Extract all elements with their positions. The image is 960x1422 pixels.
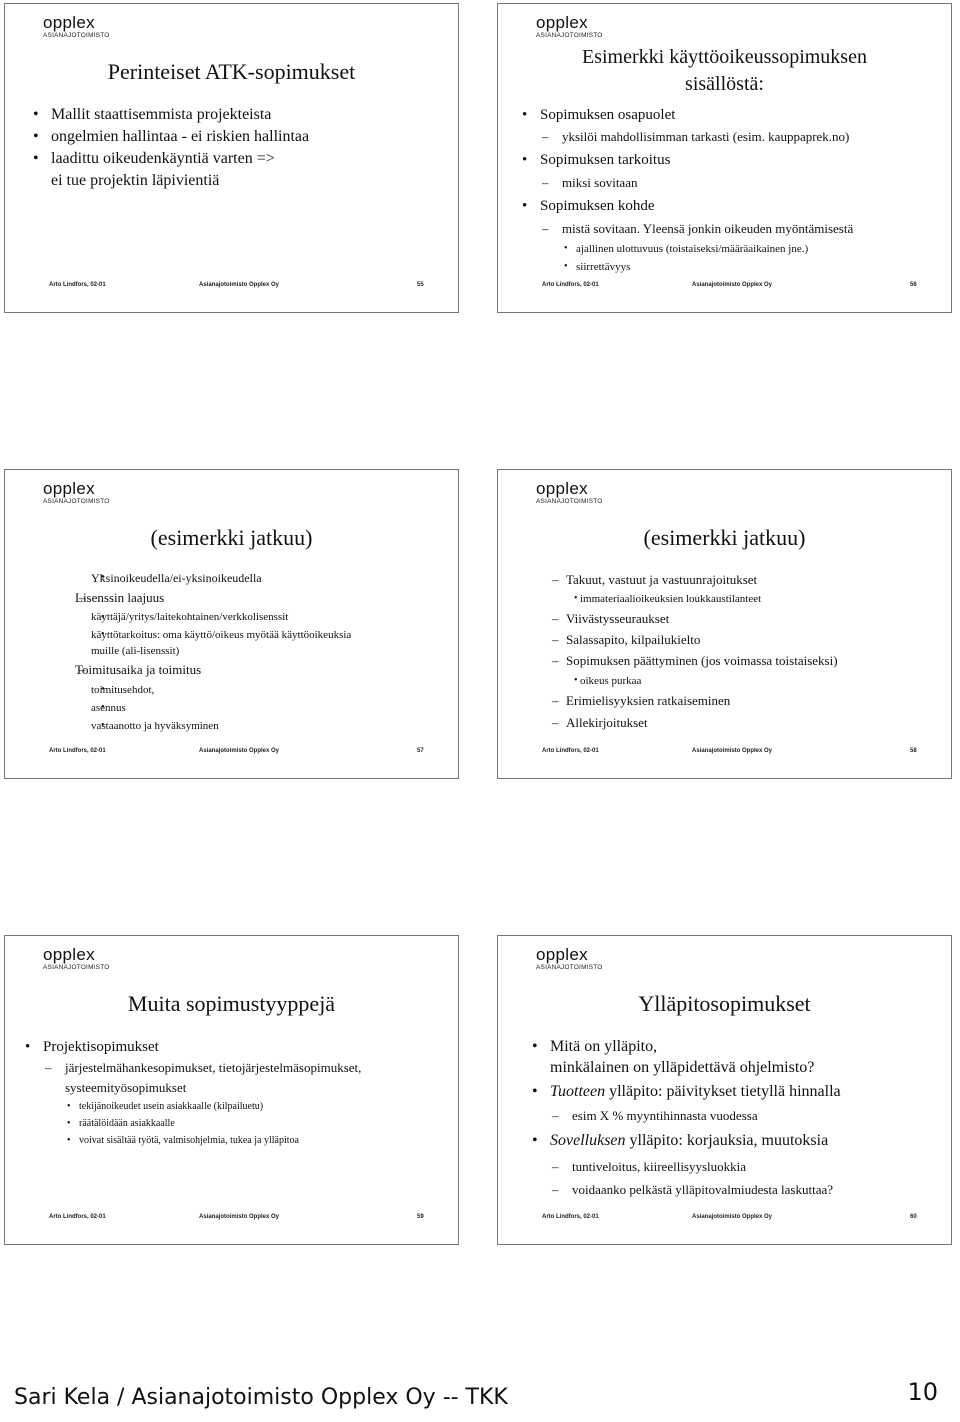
sub-sub-item: • räätälöidään asiakkaalle	[21, 1115, 446, 1132]
slide-number: 60	[910, 1214, 917, 1220]
sub-sub-item: • oikeus purkaa	[528, 672, 939, 690]
logo-text: opplex	[536, 945, 588, 964]
footer-author: Arto Lindfors, 02-01	[49, 1214, 106, 1220]
footer-author: Arto Lindfors, 02-01	[49, 282, 106, 288]
slide-footer	[498, 282, 951, 294]
bullet-text: ylläpito: päivitykset tietyllä hinnalla	[605, 1083, 841, 1100]
sub-item: – mistä sovitaan. Yleensä jonkin oikeuden myöntämisestä	[518, 218, 939, 240]
bullet-item: • Projektisopimukset	[21, 1036, 446, 1058]
bullet-item	[528, 1127, 939, 1155]
logo-tagline: ASIANAJOTOIMISTO	[536, 498, 603, 505]
slide-56	[497, 3, 952, 313]
brand-logo	[43, 946, 110, 972]
slide-title: Ylläpitosopimukset	[638, 991, 811, 1016]
slide-title: (esimerkki jatkuu)	[643, 525, 806, 550]
slide-title-line: sisällöstä:	[685, 73, 764, 95]
slide-body	[528, 1036, 939, 1201]
logo-tagline: ASIANAJOTOIMISTO	[536, 964, 603, 971]
slide-footer	[5, 1214, 458, 1226]
bullet-item: • Mallit staattisemmista projekteista	[29, 104, 446, 126]
slide-title: Muita sopimustyyppejä	[127, 991, 336, 1016]
slide-number: 57	[417, 748, 424, 754]
slide-body	[29, 104, 446, 192]
sub-sub-item: • vastaanotto ja hyväksyminen	[55, 717, 446, 735]
footer-company: Asianajotoimisto Opplex Oy	[199, 1214, 280, 1220]
logo-text: opplex	[43, 13, 95, 32]
sub-sub-item: • ajallinen ulottuvuus (toistaiseksi/määräaikainen jne.)	[518, 240, 939, 258]
slide-footer	[498, 748, 951, 760]
sub-sub-item: • immateriaalioikeuksien loukkaustilanteet	[528, 590, 939, 608]
sub-item: – Allekirjoitukset	[528, 712, 939, 734]
brand-logo	[536, 14, 603, 40]
sub-item: – tuntiveloitus, kiireellisyysluokkia	[528, 1155, 939, 1178]
bullet-item-continued: minkälainen on ylläpidettävä ohjelmisto?	[550, 1059, 815, 1076]
emphasis-text: Sovelluksen	[550, 1132, 626, 1149]
sub-item: – Viivästysseuraukset	[528, 608, 939, 630]
slide-number: 58	[910, 748, 917, 754]
slide-number: 55	[417, 282, 424, 288]
sub-sub-item-continued: muille (ali-lisenssit)	[91, 645, 180, 657]
sub-item: – yksilöi mahdollisimman tarkasti (esim. kauppaprek.no)	[518, 126, 939, 148]
slide-footer	[498, 1214, 951, 1226]
sub-sub-item: • käyttäjä/yritys/laitekohtainen/verkkolisenssit	[55, 608, 446, 627]
slide-body	[518, 104, 939, 276]
sub-sub-item: • asennus	[55, 699, 446, 717]
bullet-text: ylläpito: korjauksia, muutoksia	[625, 1132, 829, 1149]
slide-title: (esimerkki jatkuu)	[150, 525, 313, 550]
slide-number: 56	[910, 282, 917, 288]
bullet-item: • Sopimuksen osapuolet	[518, 104, 939, 126]
slide-title	[528, 44, 921, 98]
page-number: 10	[907, 1378, 938, 1406]
logo-tagline: ASIANAJOTOIMISTO	[43, 964, 110, 971]
footer-company: Asianajotoimisto Opplex Oy	[692, 748, 773, 754]
bullet-item: • ongelmien hallintaa - ei riskien hallintaa	[29, 126, 446, 148]
logo-tagline: ASIANAJOTOIMISTO	[536, 32, 603, 39]
page-caption: Sari Kela / Asianajotoimisto Opplex Oy -- TKK	[14, 1385, 508, 1410]
bullet-item: • Sopimuksen kohde	[518, 194, 939, 218]
slide-55	[4, 3, 459, 313]
slide-60	[497, 935, 952, 1245]
slide-57	[4, 469, 459, 779]
slide-body	[21, 1036, 446, 1149]
footer-author: Arto Lindfors, 02-01	[542, 1214, 599, 1220]
logo-text: opplex	[43, 945, 95, 964]
sub-sub-item: • tekijänoikeudet usein asiakkaalle (kilpailuetu)	[21, 1098, 446, 1115]
sub-item: – Lisenssin laajuus	[55, 588, 446, 608]
sub-item: – voidaanko pelkästä ylläpitovalmiudesta laskuttaa?	[528, 1178, 939, 1201]
sub-sub-item: • siirrettävyys	[518, 258, 939, 276]
bullet-item: • Sopimuksen tarkoitus	[518, 148, 939, 172]
logo-tagline: ASIANAJOTOIMISTO	[43, 32, 110, 39]
emphasis-text: Tuotteen	[550, 1083, 606, 1100]
logo-tagline: ASIANAJOTOIMISTO	[43, 498, 110, 505]
bullet-item: • Yksinoikeudella/ei-yksinoikeudella	[55, 568, 446, 588]
slide-number: 59	[417, 1214, 424, 1220]
bullet-item	[528, 1078, 939, 1105]
logo-text: opplex	[536, 13, 588, 32]
slide-footer	[5, 748, 458, 760]
slide-title-line: Esimerkki käyttöoikeussopimuksen	[582, 46, 867, 68]
sub-item: – Salassapito, kilpailukielto	[528, 630, 939, 650]
sub-item: – järjestelmähankesopimukset, tietojärjestelmäsopimukset,	[21, 1058, 446, 1078]
logo-text: opplex	[536, 479, 588, 498]
slide-body	[55, 568, 446, 735]
footer-company: Asianajotoimisto Opplex Oy	[199, 748, 280, 754]
footer-company: Asianajotoimisto Opplex Oy	[692, 1214, 773, 1220]
sub-item: – esim X % myyntihinnasta vuodessa	[528, 1105, 939, 1127]
sub-sub-item: • toimitusehdot,	[55, 681, 446, 699]
brand-logo	[536, 480, 603, 506]
sub-sub-item: • käyttötarkoitus: oma käyttö/oikeus myötää käyttöoikeuksia	[55, 627, 446, 643]
footer-author: Arto Lindfors, 02-01	[49, 748, 106, 754]
slide-58	[497, 469, 952, 779]
footer-author: Arto Lindfors, 02-01	[542, 748, 599, 754]
brand-logo	[43, 14, 110, 40]
sub-item: – Toimitusaika ja toimitus	[55, 659, 446, 681]
bullet-item-continued: ei tue projektin läpivientiä	[51, 172, 220, 189]
footer-company: Asianajotoimisto Opplex Oy	[692, 282, 773, 288]
bullet-item: • laadittu oikeudenkäyntiä varten =>	[29, 148, 446, 170]
bullet-item: • Mitä on ylläpito,	[528, 1036, 939, 1057]
brand-logo	[43, 480, 110, 506]
brand-logo	[536, 946, 603, 972]
footer-company: Asianajotoimisto Opplex Oy	[199, 282, 280, 288]
footer-author: Arto Lindfors, 02-01	[542, 282, 599, 288]
sub-item: – Erimielisyyksien ratkaiseminen	[528, 690, 939, 712]
sub-item: – Takuut, vastuut ja vastuunrajoitukset	[528, 570, 939, 590]
logo-text: opplex	[43, 479, 95, 498]
slide-body	[528, 570, 939, 734]
sub-sub-item: • voivat sisältää työtä, valmisohjelmia, tukea ja ylläpitoa	[21, 1132, 446, 1149]
slide-footer	[5, 282, 458, 294]
slide-title: Perinteiset ATK-sopimukset	[107, 59, 356, 84]
sub-item: – Sopimuksen päättyminen (jos voimassa toistaiseksi)	[528, 650, 939, 672]
slide-59	[4, 935, 459, 1245]
sub-item-continued: systeemityösopimukset	[65, 1080, 187, 1095]
sub-item: – miksi sovitaan	[518, 172, 939, 194]
